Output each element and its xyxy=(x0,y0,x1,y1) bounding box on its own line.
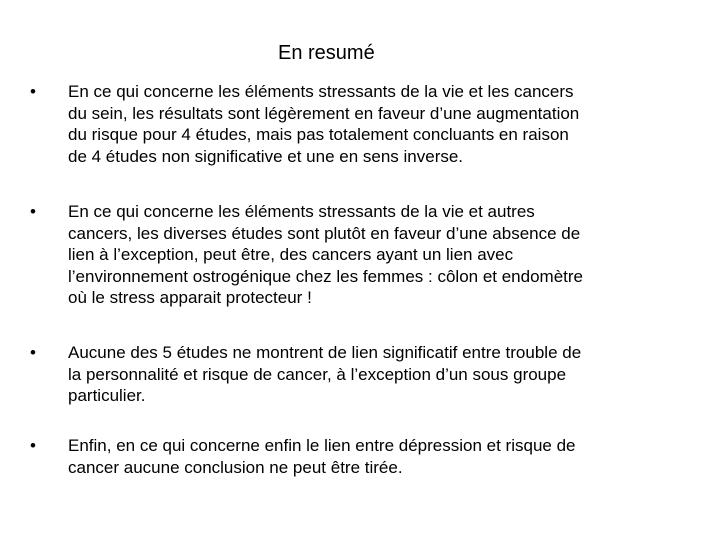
bullet-line: cancers, les diverses études sont plutôt en faveur d’une absence de xyxy=(68,223,581,243)
bullet-line: de 4 études non significative et une en sens inverse. xyxy=(68,146,464,166)
bullet-marker: • xyxy=(30,202,36,221)
bullet-line: lien à l’exception, peut être, des cancers ayant un lien avec xyxy=(68,245,514,264)
bullet-line: du sein, les résultats sont légèrement en faveur d’une augmentation xyxy=(68,103,580,123)
bullet-text xyxy=(68,342,682,407)
bullet-line: Aucune des 5 études ne montrent de lien significatif entre trouble de xyxy=(68,343,582,362)
bullet-line: En ce qui concerne les éléments stressants de la vie et les cancers xyxy=(68,82,574,101)
bullet-text xyxy=(68,201,682,309)
bullet-line: Enfin, en ce qui concerne enfin le lien entre dépression et risque de xyxy=(68,436,576,455)
bullet-text xyxy=(68,435,682,478)
bullet-line: particulier. xyxy=(68,386,146,405)
bullet-line: la personnalité et risque de cancer, à l’exception d’un sous groupe xyxy=(68,364,567,384)
bullet-line: l’environnement ostrogénique chez les femmes : côlon et endomètre xyxy=(68,266,584,286)
bullet-line: cancer aucune conclusion ne peut être tirée. xyxy=(68,457,403,477)
slide-title: En resumé xyxy=(278,42,375,64)
bullet-text xyxy=(68,81,682,167)
bullet-line: En ce qui concerne les éléments stressants de la vie et autres xyxy=(68,202,535,221)
bullet-line: où le stress apparait protecteur ! xyxy=(68,288,312,307)
bullet-line: du risque pour 4 études, mais pas totalement concluants en raison xyxy=(68,125,569,144)
bullet-marker: • xyxy=(30,436,36,455)
bullet-marker: • xyxy=(30,82,36,101)
bullet-marker: • xyxy=(30,343,36,362)
